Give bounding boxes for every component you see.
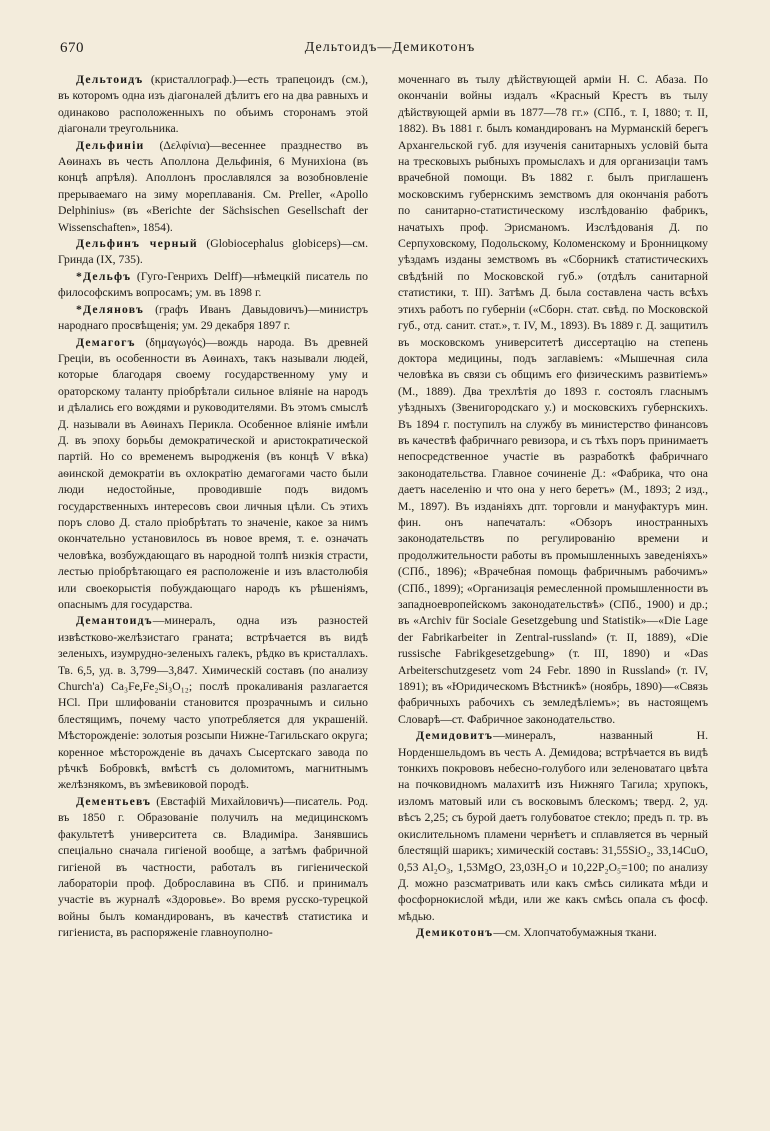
page-header (60, 40, 720, 62)
entry-headword: Демидовитъ (416, 729, 494, 743)
entry-headword: Дельфиніи (76, 138, 145, 152)
dictionary-entry (398, 925, 708, 941)
dictionary-entry (58, 138, 368, 236)
dictionary-entry (58, 72, 368, 138)
left-column (58, 72, 368, 942)
entry-headword: *Дельфъ (76, 269, 132, 283)
dictionary-entry (58, 269, 368, 302)
entry-text: (Гуго-Генрихъ Delff)—нѣмецкій писатель по философскимъ вопросамъ; ум. въ 1898 г. (58, 269, 368, 300)
entry-text: (Δελφίνια)—весеннее празднество въ Аѳинахъ въ честь Аполлона Дельфинія, 6 Мунихіона (въ концѣ апрѣля). Аполлонъ прославлялся за возобновленіе прерываемаго на зиму мореплаванія. См. Preller, «Apollo Delphinius» (въ «Berichte der Sächsischen Gesellschaft der Wissenschaften», 1854). (58, 138, 368, 234)
entry-headword: Демикотонъ (416, 926, 494, 940)
entry-text: (Евстафій Михайловичъ)—писатель. Род. въ 1850 г. Образованіе получилъ на медицинскомъ факультетѣ университета св. Владиміра. Занявшись спеціально сначала гигіеной вообще, а затѣмъ фабричной гигіеной въ частности, работалъ въ гигіенической лабораторіи проф. Доброславина въ СПб. и принималъ участіе въ журналѣ «Здоровье». Во время русско-турецкой войны былъ командированъ, въ качествѣ статистика и гигіениста, въ распоряженіе главноуполно- (58, 794, 368, 940)
entry-text: —минералъ, одна изъ разностей извѣстково-желѣзистаго граната; встрѣчается въ видѣ зеленыхъ, изумрудно-зеленыхъ галекъ, рѣдко въ кристаллахъ. Тв. 6,5, уд. в. 3,799—3,847. Химическій составъ (по анализу Church'а) Ca₃Fe,Fe₂Si₃O₁₂; послѣ прокаливанія разлагается HCl. При шлифованіи становится прозрачнымъ и сильно блестящимъ, почему часто употребляется для украшеній. Мѣсторожденіе: золотыя розсыпи Нижне-Тагильскаго округа; коренное мѣсторожденіе въ дачахъ Сысертскаго завода по рѣчкѣ Бобровкѣ, вмѣстѣ съ доломитомъ, магнитнымъ желѣзнякомъ, въ змѣевиковой породѣ. (58, 614, 368, 792)
entry-text: (δημαγωγός)—вождь народа. Въ древней Греціи, въ особенности въ Аѳинахъ, такъ называли людей, которые благодаря своему государственному уму и ораторскому таланту пріобрѣтали сильное вліяніе на народъ и дѣлались его вождями и руководителями. Въ этомъ смыслѣ Д. называли въ Аѳинахъ Перикла. Особенное вліяніе имѣли Д. въ эпоху борьбы демократической и аристократической партій. Но со временемъ выродженія (въ концѣ V вѣка) аѳинской демократіи въ охлократію демагогами часто были люди недостойные, проводившіе подъ видомъ государственныхъ интересовъ свои личныя цѣли. Съ этихъ поръ слово Д. стало пріобрѣтать то значеніе, какое за нимъ окончательно установилось въ новое время, т. е. означать человѣка, возбуждающаго въ народной толпѣ низкія страсти, лестью пріобрѣтающаго ея расположеніе и изъ властолюбія или своекорыстія побуждающаго народъ къ рѣшеніямъ, опаснымъ для государства. (58, 335, 368, 611)
entry-text: —см. Хлопчатобумажныя ткани. (493, 926, 657, 940)
entry-headword: Дементьевъ (76, 794, 152, 808)
entry-text: —минералъ, названный Н. Норденшельдомъ въ честь А. Демидова; встрѣчается въ видѣ тонкихъ покрововъ небесно-голубого или зеленоватаго цвѣта на почковидномъ малахитѣ изъ Нижняго Тагила; хрупокъ, изломъ матовый или съ восковымъ блескомъ; тверд. 2, уд. вѣсъ 2,25; съ бурой даетъ голубоватое стекло; предъ п. тр. въ окислительномъ пламени чернѣетъ и сплавляется въ черный блестящій шарикъ; химическій составъ: 31,55SiO₂, 33,14CuO, 0,53 Al₂O₃, 1,53MgO, 23,03H₂O и 10,22P₂O₅=100; по анализу Д. можно разсматривать или какъ смѣсь силиката мѣди и фосфорнокислой мѣди, или же какъ смѣсь опала съ фосф. мѣдью. (398, 729, 708, 923)
entry-headword: *Деляновъ (76, 302, 145, 316)
entry-text: (графъ Иванъ Давыдовичъ)—министръ народнаго просвѣщенія; ум. 29 декабря 1897 г. (58, 302, 368, 333)
entry-headword: Демантоидъ (76, 614, 153, 628)
right-column (398, 72, 708, 942)
dictionary-entry (58, 302, 368, 335)
entry-headword: Дельфинъ черный (76, 237, 198, 251)
dictionary-entry (58, 335, 368, 614)
entry-text: (кристаллограф.)—есть трапецоидъ (см.), въ которомъ одна изъ діагоналей дѣлитъ его на два равныхъ и одинаково расположенныхъ по объимъ сторонамъ этой діагонали треугольника. (58, 73, 368, 136)
entry-text: (Globiocephalus globiceps)—см. Гринда (IX, 735). (58, 237, 368, 267)
dictionary-entry (398, 728, 708, 925)
dictionary-entry (58, 236, 368, 269)
page-number: 670 (60, 40, 84, 56)
dictionary-entry (398, 72, 708, 728)
dictionary-entry (58, 613, 368, 793)
entry-text: моченнаго въ тылу дѣйствующей арміи Н. С. Абаза. По окончаніи войны издалъ «Красный Крестъ въ тылу дѣйствующей арміи въ 1877—78 гг.» (СПб., т. I, 1880; т. II, 1882). Въ 1881 г. былъ командированъ на Мурманскій берегъ Архангельской губ. для изученія санитарныхъ условій быта на тресковыхъ рыбныхъ промыслахъ и для организаціи тамъ врачебной помощи. Въ 1882 г. былъ приглашенъ московскимъ губернскимъ земствомъ для окончанія работъ по санитарно-статистическому изслѣдованію фабрикъ, начатыхъ проф. Эрисманомъ. Изслѣдованія Д. по Серпуховскому, Подольскому, Коломенскому и Бронницкому уѣздамъ изданы земствомъ въ «Сборникѣ статистическихъ свѣдѣній по Московской губ.» (отдѣлъ санитарной статистики, т. III). Затѣмъ Д. была составлена часть всѣхъ этихъ работъ по губерніи («Сборн. стат. свѣд. по Московской губ., отд. санит. стат.», т. IV, М., 1893). Въ 1889 г. Д. защитилъ въ московскомъ университетѣ диссертацію на степень доктора медицины, подъ заглавіемъ: «Мышечная сила человѣка въ связи съ общимъ его физическимъ развитіемъ» (М., 1889). Два трехлѣтія до 1893 г. состоялъ гласнымъ уѣздныхъ (Звенигородскаго у.) и московскихъ губернскихъ. Въ 1894 г. поступилъ на службу въ министерство финансовъ въ качествѣ фабричнаго ревизора, и съ тѣхъ поръ принимаетъ непосредственное участіе въ разработкѣ фабричнаго законодательства. Главное сочиненіе Д.: «Фабрика, что она даетъ населенію и что она у него беретъ» (М., 1893; 2 изд., М., 1897). Въ изданіяхъ дпт. торговли и мануфактуръ мин. фин. онъ напечаталъ: «Обзоръ иностранныхъ законодательствъ по регулированію времени и продолжительности работы въ промышленныхъ заведеніяхъ» (СПб., 1896); «Врачебная помощь фабричнымъ рабочимъ» (СПб., 1899); «Организація ремесленной промышленности въ западноевропейскомъ законодательствѣ» (СПб., 1900) и др.; въ «Archiv für Sociale Gesetzgebung und Statistik»—«Die Lage der Fabrikarbeiter in Zentral-russland» (т. II, 1889), «Die russische Fabrikgesetzgebung» (т. III, 1890) и «Das Arbeiterschutzgesetz vom 24 Febr. 1890 in Russland» (т. IV, 1891); въ «Юридическомъ Вѣстникѣ» (ноябрь, 1890)—«Связь фабричныхъ рабочихъ съ земледѣліемъ»; въ настоящемъ Словарѣ—ст. Фабричное законодательство. (398, 73, 708, 726)
running-title: Дельтоидъ—Демикотонъ (304, 40, 476, 55)
dictionary-entry (58, 794, 368, 942)
entry-headword: Демагогъ (76, 335, 136, 349)
entry-headword: Дельтоидъ (76, 73, 144, 86)
